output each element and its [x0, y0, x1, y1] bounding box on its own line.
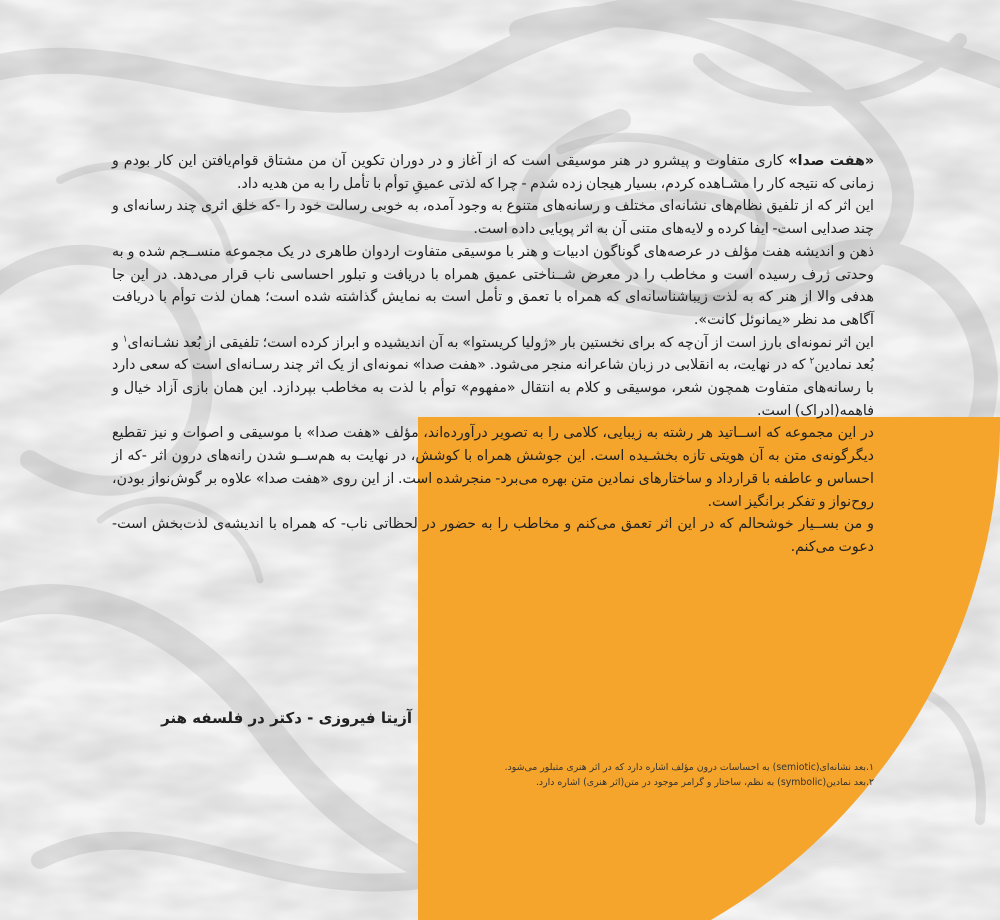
paragraph-4-part3: که در نهایت، به انقلابی در زبان شاعرانه منجر می‌شود. «هفت صدا» نمونه‌ای از یک اثر چند رسـانه‌ای است که سعی دارد با رسانه‌های متفاوت همچون شعر، موسیقی و کلام به انتقال «مفهوم» توأم با لذت به مخاطب بپردازد. این همان بازی آزاد خیال و فاهمه(ادراک) است. — [112, 357, 874, 419]
paragraph-4-part2: و بُعد نمادین — [112, 334, 875, 374]
paragraph-4 — [112, 332, 874, 423]
paragraph-6: و من بســیار خوشحالم که در این اثر تعمق می‌کنم و مخاطب را به حضور در لحظاتی ناب- که همراه با اندیشه‌ی لذت‌بخش است- دعوت می‌کنم. — [112, 516, 874, 555]
paragraph-5: در این مجموعه که اســاتید هر رشته به زیبایی، کلامی را به تصویر درآورده‌اند، مؤلف «هفت صدا» با موسیقی و اصوات و نیز تقطیع دیگرگونه‌ی متن به آن هویتی تازه بخشـیده است. این جوشش همراه با کوشش، در نهایت به هم‌ســو شدن رانه‌های درون اثر -که از احساس و عاطفه با قرارداد و ساختارهای نمادین متن بهره می‌برد- منجرشده است. از این روی «هفت صدا» علاوه بر گوش‌نواز بودن، روح‌نواز و تفکر برانگیز است. — [112, 425, 874, 510]
author-signature: آزیتا فیروزی - دکتر در فلسفه هنر — [161, 709, 412, 727]
work-title: «هفت صدا» — [788, 153, 874, 169]
paragraph-4-part1: این اثر نمونه‌ای بارز است از آن‌چه که برای نخستین بار «ژولیا کریستوا» به آن اندیشیده و ابراز کرده است؛ تلفیقی از بُعد نشـانه‌ای — [127, 334, 874, 351]
paragraph-3: ذهن و اندیشه هفت مؤلف در عرصه‌های گوناگون ادبیات و هنر با موسیقی متفاوت اردوان طاهری در یک مجموعه منســجم شده و به وحدتی ژرف رسیده است و مخاطب را در معرض شــناختی عمیق همراه با دریافت و تبلور احساسی ناب قرار می‌دهد. در این جا هدفی والا از هنر که به لذت زیباشناسانه‌ای که همراه با تعمق و تأمل است به نمایش گذاشته شده است؛ همان لذت توأم با دریافت آگاهی مد نظر «یمانوئل کانت». — [112, 243, 874, 328]
main-text — [112, 150, 874, 559]
footnote-1: ۱.بعد نشانه‌ای(semiotic) به احساسات درون مؤلف اشاره دارد که در اثر هنری متبلور می‌شود. — [504, 762, 874, 773]
footnote-ref-1: ۱ — [122, 333, 128, 344]
footnote-ref-2: ۲ — [809, 356, 815, 367]
paragraph-2: این اثر که از تلفیق نظام‌های نشانه‌ای مختلف و رسانه‌های متنوع به وجود آمده، به خوبی رسالت خود را -که خلق اثری چند رسانه‌ای و چند صدایی است- ایفا کرده و لایه‌های متنی آن به اثر پویایی داده است. — [112, 198, 874, 238]
paragraph-1-text: کاری متفاوت و پیشرو در هنر موسیقی است که از آغاز و در دوران تکوین آن من مشتاق قوام‌یافتن این کار بودم و زمانی که نتیجه کار را مشـاهده کردم، بسیار هیجان زده شدم - چرا که لذتی عمیقِ توأم با تأمل را به من هدیه داد. — [112, 153, 874, 192]
footnotes — [438, 760, 874, 790]
footnote-2: ۲.بعد نمادین(symbolic) به نظم، ساختار و گرامر موجود در متن(اثر هنری) اشاره دارد. — [535, 777, 874, 788]
paragraph-1 — [112, 150, 874, 195]
